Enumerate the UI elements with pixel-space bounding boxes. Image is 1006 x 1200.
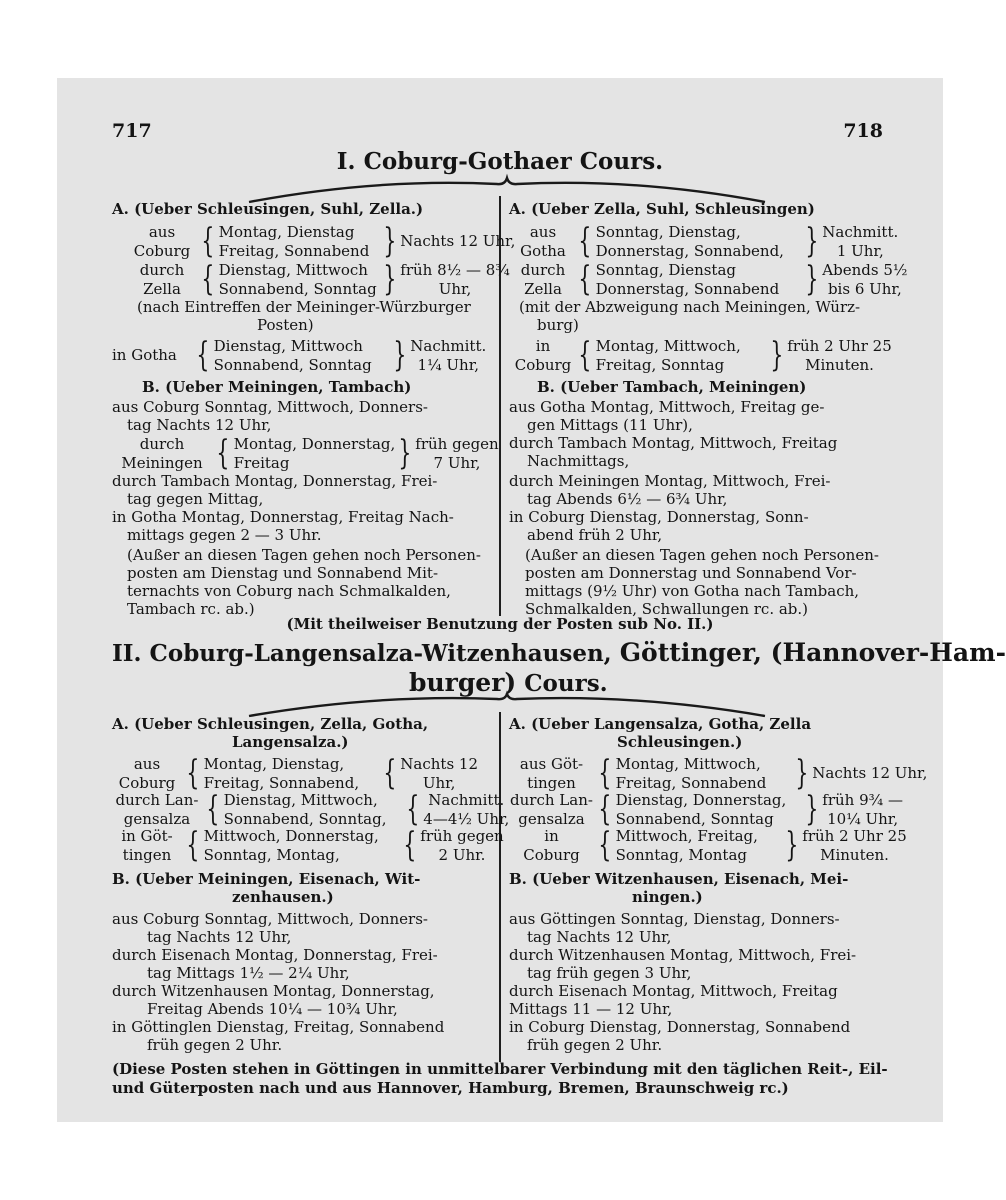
s2-right-row-langensalza	[509, 790, 903, 828]
s2-right-row-goettingen	[509, 754, 927, 792]
s1-right-row-gotha	[512, 222, 898, 260]
s1-left-row-coburg	[127, 222, 515, 260]
brace-glyph: }	[382, 259, 396, 299]
days-line: Dienstag, Donnerstag,	[615, 791, 787, 809]
brace-glyph: {	[201, 259, 215, 299]
time-line: Nachts 12	[400, 755, 478, 773]
s2-left-b-line: tag Mittags 1½ — 2¼ Uhr,	[147, 964, 350, 982]
days-line: Mittwoch, Freitag,	[615, 827, 758, 845]
days-line: Freitag, Sonnabend,	[203, 774, 360, 792]
s1-right-b-note: mittags (9½ Uhr) von Gotha nach Tambach,	[525, 582, 860, 600]
place-line: durch Lan-	[510, 791, 593, 809]
s1-left-b-line: tag Nachts 12 Uhr,	[127, 416, 272, 434]
place-line: tingen	[122, 846, 172, 864]
section-1-footnote: (Mit theilweiser Benutzung der Posten sub No. II.)	[286, 615, 714, 633]
brace-glyph: {	[206, 789, 220, 829]
s1-right-b-line: aus Gotha Montag, Mittwoch, Freitag ge-	[509, 398, 825, 416]
place-line: tingen	[527, 774, 576, 792]
days-line: Mittwoch, Donnerstag,	[203, 827, 379, 845]
s1-left-b-line: aus Coburg Sonntag, Mittwoch, Donners-	[112, 398, 428, 416]
s2-right-b-line: in Coburg Dienstag, Donnerstag, Sonnabend	[509, 1018, 851, 1036]
place-line: durch	[139, 261, 185, 279]
brace-glyph: {	[598, 789, 612, 829]
time-line: Abends 5½	[822, 261, 908, 279]
place-line: aus	[529, 223, 557, 241]
time-line: früh 8½ — 8¾	[400, 261, 510, 279]
s1-right-b-line: abend früh 2 Uhr,	[527, 526, 663, 544]
s2-left-b-line: tag Nachts 12 Uhr,	[147, 928, 292, 946]
s1-right-b-note: Schmalkalden, Schwallungen rc. ab.)	[525, 600, 809, 618]
s1-right-row-zella	[512, 260, 907, 298]
s2-left-b-line: in Göttinglen Dienstag, Freitag, Sonnabend	[112, 1018, 445, 1036]
days-line: Donnerstag, Sonnabend	[595, 280, 780, 298]
days-line: Sonnabend, Sonntag	[615, 810, 774, 828]
place-line: durch	[520, 261, 566, 279]
s2-right-b-line: tag Nachts 12 Uhr,	[527, 928, 672, 946]
brace-glyph: }	[804, 259, 818, 299]
s2-right-b-line: durch Eisenach Montag, Mittwoch, Freitag	[509, 982, 838, 1000]
s2-left-b-line: durch Witzenhausen Montag, Donnerstag,	[112, 982, 435, 1000]
section-2-heading	[112, 638, 1006, 669]
s1-right-row-coburg	[512, 336, 892, 374]
time-line: 7 Uhr,	[433, 454, 481, 472]
s2-right-header: A. (Ueber Langensalza, Gotha, Zella	[509, 715, 812, 733]
time-line: früh gegen	[420, 827, 504, 845]
time-line: Nachmitt.	[410, 337, 487, 355]
s1-left-b-line: in Gotha Montag, Donnerstag, Freitag Nach-	[112, 508, 454, 526]
days-line: Freitag	[233, 454, 290, 472]
time-line: früh gegen	[415, 435, 499, 453]
section-2-title-d: Cours.	[524, 670, 608, 697]
brace-glyph: {	[216, 433, 230, 473]
time-line: Nachts 12 Uhr,	[400, 232, 516, 250]
time-line: 2 Uhr.	[438, 846, 486, 864]
s1-left-note-2: Posten)	[257, 316, 314, 334]
s1-left-note-1: (nach Eintreffen der Meininger-Würzburger	[137, 298, 471, 316]
section-2-title-c: burger)	[409, 668, 517, 697]
s2-right-b-header-2: ningen.)	[632, 888, 703, 906]
days-line: Dienstag, Mittwoch	[218, 261, 368, 279]
s2-right-b-line: früh gegen 2 Uhr.	[527, 1036, 663, 1054]
s1-right-b-line: Nachmittags,	[527, 452, 630, 470]
brace-glyph: {	[196, 335, 210, 375]
time-line: früh 2 Uhr 25	[787, 337, 892, 355]
s1-right-b-line: tag Abends 6½ — 6¾ Uhr,	[527, 490, 728, 508]
days-line: Sonntag, Montag	[615, 846, 748, 864]
brace-glyph: {	[186, 825, 200, 865]
brace-glyph: {	[598, 825, 612, 865]
brace-glyph: }	[382, 221, 396, 261]
s2-right-b-line: tag früh gegen 3 Uhr,	[527, 964, 692, 982]
days-line: Montag, Mittwoch,	[595, 337, 741, 355]
s1-right-b-line: gen Mittags (11 Uhr),	[527, 416, 693, 434]
place-line: Meiningen	[121, 454, 203, 472]
s2-right-b-line: Mittags 11 — 12 Uhr,	[509, 1000, 673, 1018]
s2-left-header-2: Langensalza.)	[232, 733, 349, 751]
place-line: gensalza	[123, 810, 191, 828]
days-line: Sonnabend, Sonntag	[218, 280, 377, 298]
s2-left-row-goettingen	[112, 826, 504, 864]
place-line: Coburg	[133, 242, 191, 260]
scanned-page	[57, 78, 1006, 1122]
place-line: Coburg	[514, 356, 572, 374]
days-line: Sonnabend, Sonntag	[213, 356, 372, 374]
brace-glyph: {	[405, 789, 419, 829]
place-line: Gotha	[520, 242, 566, 260]
s1-left-b-note: posten am Dienstag und Sonnabend Mit-	[127, 564, 439, 582]
brace-glyph: }	[397, 433, 411, 473]
s2-left-header: A. (Ueber Schleusingen, Zella, Gotha,	[112, 715, 429, 733]
time-line: Uhr,	[422, 774, 456, 792]
s2-left-b-line: durch Eisenach Montag, Donnerstag, Frei-	[112, 946, 438, 964]
s1-left-b-header: B. (Ueber Meiningen, Tambach)	[142, 378, 412, 396]
days-line: Freitag, Sonntag	[595, 356, 725, 374]
days-line: Freitag, Sonnabend	[615, 774, 767, 792]
time-line: bis 6 Uhr,	[827, 280, 902, 298]
place-line: durch	[139, 435, 185, 453]
brace-glyph: }	[794, 753, 808, 793]
s1-left-row-gotha	[112, 336, 486, 374]
s2-left-b-line: Freitag Abends 10¼ — 10¾ Uhr,	[147, 1000, 398, 1018]
s2-left-b-header: B. (Ueber Meiningen, Eisenach, Wit-	[112, 870, 421, 888]
time-line: Nachmitt.	[822, 223, 899, 241]
s1-left-b-note: ternachts von Coburg nach Schmalkalden,	[127, 582, 451, 600]
brace-glyph: {	[186, 753, 200, 793]
place-line: Coburg	[523, 846, 580, 864]
brace-glyph: }	[784, 825, 798, 865]
s1-right-b-note: (Außer an diesen Tagen gehen noch Personen-	[525, 546, 879, 564]
place-line: in Gotha	[112, 346, 177, 364]
s1-left-b-line: durch Tambach Montag, Donnerstag, Frei-	[112, 472, 438, 490]
s1-left-b-row-meiningen	[112, 434, 499, 472]
section-2-title-a: Coburg-Langensalza-Witzenhausen,	[149, 640, 612, 667]
brace-glyph: }	[804, 221, 818, 261]
time-line: Minuten.	[805, 356, 874, 374]
time-line: 4—4½ Uhr,	[423, 810, 510, 828]
days-line: Sonntag, Dienstag,	[595, 223, 741, 241]
brace-glyph: }	[769, 335, 783, 375]
days-line: Dienstag, Mittwoch	[213, 337, 363, 355]
time-line: 1 Uhr,	[836, 242, 884, 260]
place-line: Zella	[524, 280, 562, 298]
s2-right-b-line: durch Witzenhausen Montag, Mittwoch, Frei-	[509, 946, 857, 964]
s1-left-b-line: mittags gegen 2 — 3 Uhr.	[127, 526, 322, 544]
time-line: 10¼ Uhr,	[827, 810, 899, 828]
brace-glyph: {	[578, 221, 592, 261]
brace-glyph: {	[201, 221, 215, 261]
section-2-number: II.	[112, 640, 142, 667]
s1-right-b-header: B. (Ueber Tambach, Meiningen)	[537, 378, 807, 396]
place-line: in Göt-	[121, 827, 173, 845]
s1-right-note-1: (mit der Abzweigung nach Meiningen, Würz-	[519, 298, 861, 316]
days-line: Montag, Donnerstag,	[233, 435, 396, 453]
s2-right-b-line: aus Göttingen Sonntag, Dienstag, Donners-	[509, 910, 840, 928]
place-line: gensalza	[518, 810, 585, 828]
days-line: Freitag, Sonnabend	[218, 242, 370, 260]
s1-left-b-note: (Außer an diesen Tagen gehen noch Personen-	[127, 546, 481, 564]
time-line: früh 9¾ —	[822, 791, 903, 809]
place-line: aus Göt-	[519, 755, 584, 773]
section-2-footnote-2: und Güterposten nach und aus Hannover, Hamburg, Bremen, Braunschweig rc.)	[112, 1079, 789, 1097]
time-line: Nachts 12 Uhr,	[812, 764, 928, 782]
days-line: Sonntag, Montag,	[203, 846, 340, 864]
brace-glyph: {	[578, 335, 592, 375]
days-line: Montag, Mittwoch,	[615, 755, 761, 773]
place-line: aus	[133, 755, 161, 773]
place-line: Zella	[143, 280, 181, 298]
time-line: 1¼ Uhr,	[417, 356, 479, 374]
days-line: Montag, Dienstag,	[203, 755, 345, 773]
section-1-title: Coburg-Gothaer Cours.	[363, 148, 664, 175]
brace-glyph: {	[402, 825, 416, 865]
time-line: Nachmitt.	[428, 791, 505, 809]
s2-left-row-coburg	[112, 754, 478, 792]
place-line: Coburg	[118, 774, 176, 792]
s2-left-b-line: aus Coburg Sonntag, Mittwoch, Donners-	[112, 910, 428, 928]
s1-right-b-line: durch Meiningen Montag, Mittwoch, Frei-	[509, 472, 831, 490]
place-line: aus	[148, 223, 176, 241]
s1-left-header: A. (Ueber Schleusingen, Suhl, Zella.)	[112, 200, 424, 218]
days-line: Donnerstag, Sonnabend,	[595, 242, 784, 260]
s1-left-b-line: tag gegen Mittag,	[127, 490, 264, 508]
s2-right-header-2: Schleusingen.)	[617, 733, 743, 751]
page-number-left: 717	[112, 120, 152, 142]
s1-right-b-line: in Coburg Dienstag, Donnerstag, Sonn-	[509, 508, 809, 526]
s1-left-row-zella	[127, 260, 510, 298]
s2-left-row-langensalza	[112, 790, 509, 828]
days-line: Montag, Dienstag	[218, 223, 355, 241]
days-line: Sonnabend, Sonntag,	[223, 810, 387, 828]
time-line: Minuten.	[820, 846, 889, 864]
s1-right-b-note: posten am Donnerstag und Sonnabend Vor-	[525, 564, 857, 582]
s2-left-b-header-2: zenhausen.)	[232, 888, 334, 906]
s1-left-b-note: Tambach rc. ab.)	[127, 600, 255, 618]
section-2-footnote-1: (Diese Posten stehen in Göttingen in unmittelbarer Verbindung mit den täglichen Reit-, Eil-	[112, 1060, 888, 1078]
s2-right-row-coburg	[509, 826, 907, 864]
place-line: in	[544, 827, 559, 845]
section-2-title-b: Göttinger, (Hannover-Ham-	[619, 638, 1006, 667]
section-1-number: I.	[336, 148, 356, 175]
brace-glyph: }	[804, 789, 818, 829]
place-line: in	[535, 337, 551, 355]
brace-glyph: }	[392, 335, 406, 375]
s1-right-b-line: durch Tambach Montag, Mittwoch, Freitag	[509, 434, 838, 452]
brace-glyph: {	[382, 753, 396, 793]
s2-right-b-header: B. (Ueber Witzenhausen, Eisenach, Mei-	[509, 870, 849, 888]
section-2-column-divider	[499, 712, 501, 1062]
s1-right-note-2: burg)	[537, 316, 579, 334]
time-line: Uhr,	[438, 280, 472, 298]
section-1-heading	[57, 148, 943, 175]
brace-glyph: {	[578, 259, 592, 299]
s1-right-header: A. (Ueber Zella, Suhl, Schleusingen)	[509, 200, 815, 218]
brace-glyph: {	[598, 753, 612, 793]
days-line: Dienstag, Mittwoch,	[223, 791, 378, 809]
time-line: früh 2 Uhr 25	[802, 827, 907, 845]
page-number-right: 718	[843, 120, 883, 142]
days-line: Sonntag, Dienstag	[595, 261, 737, 279]
s2-left-b-line: früh gegen 2 Uhr.	[147, 1036, 283, 1054]
place-line: durch Lan-	[115, 791, 199, 809]
